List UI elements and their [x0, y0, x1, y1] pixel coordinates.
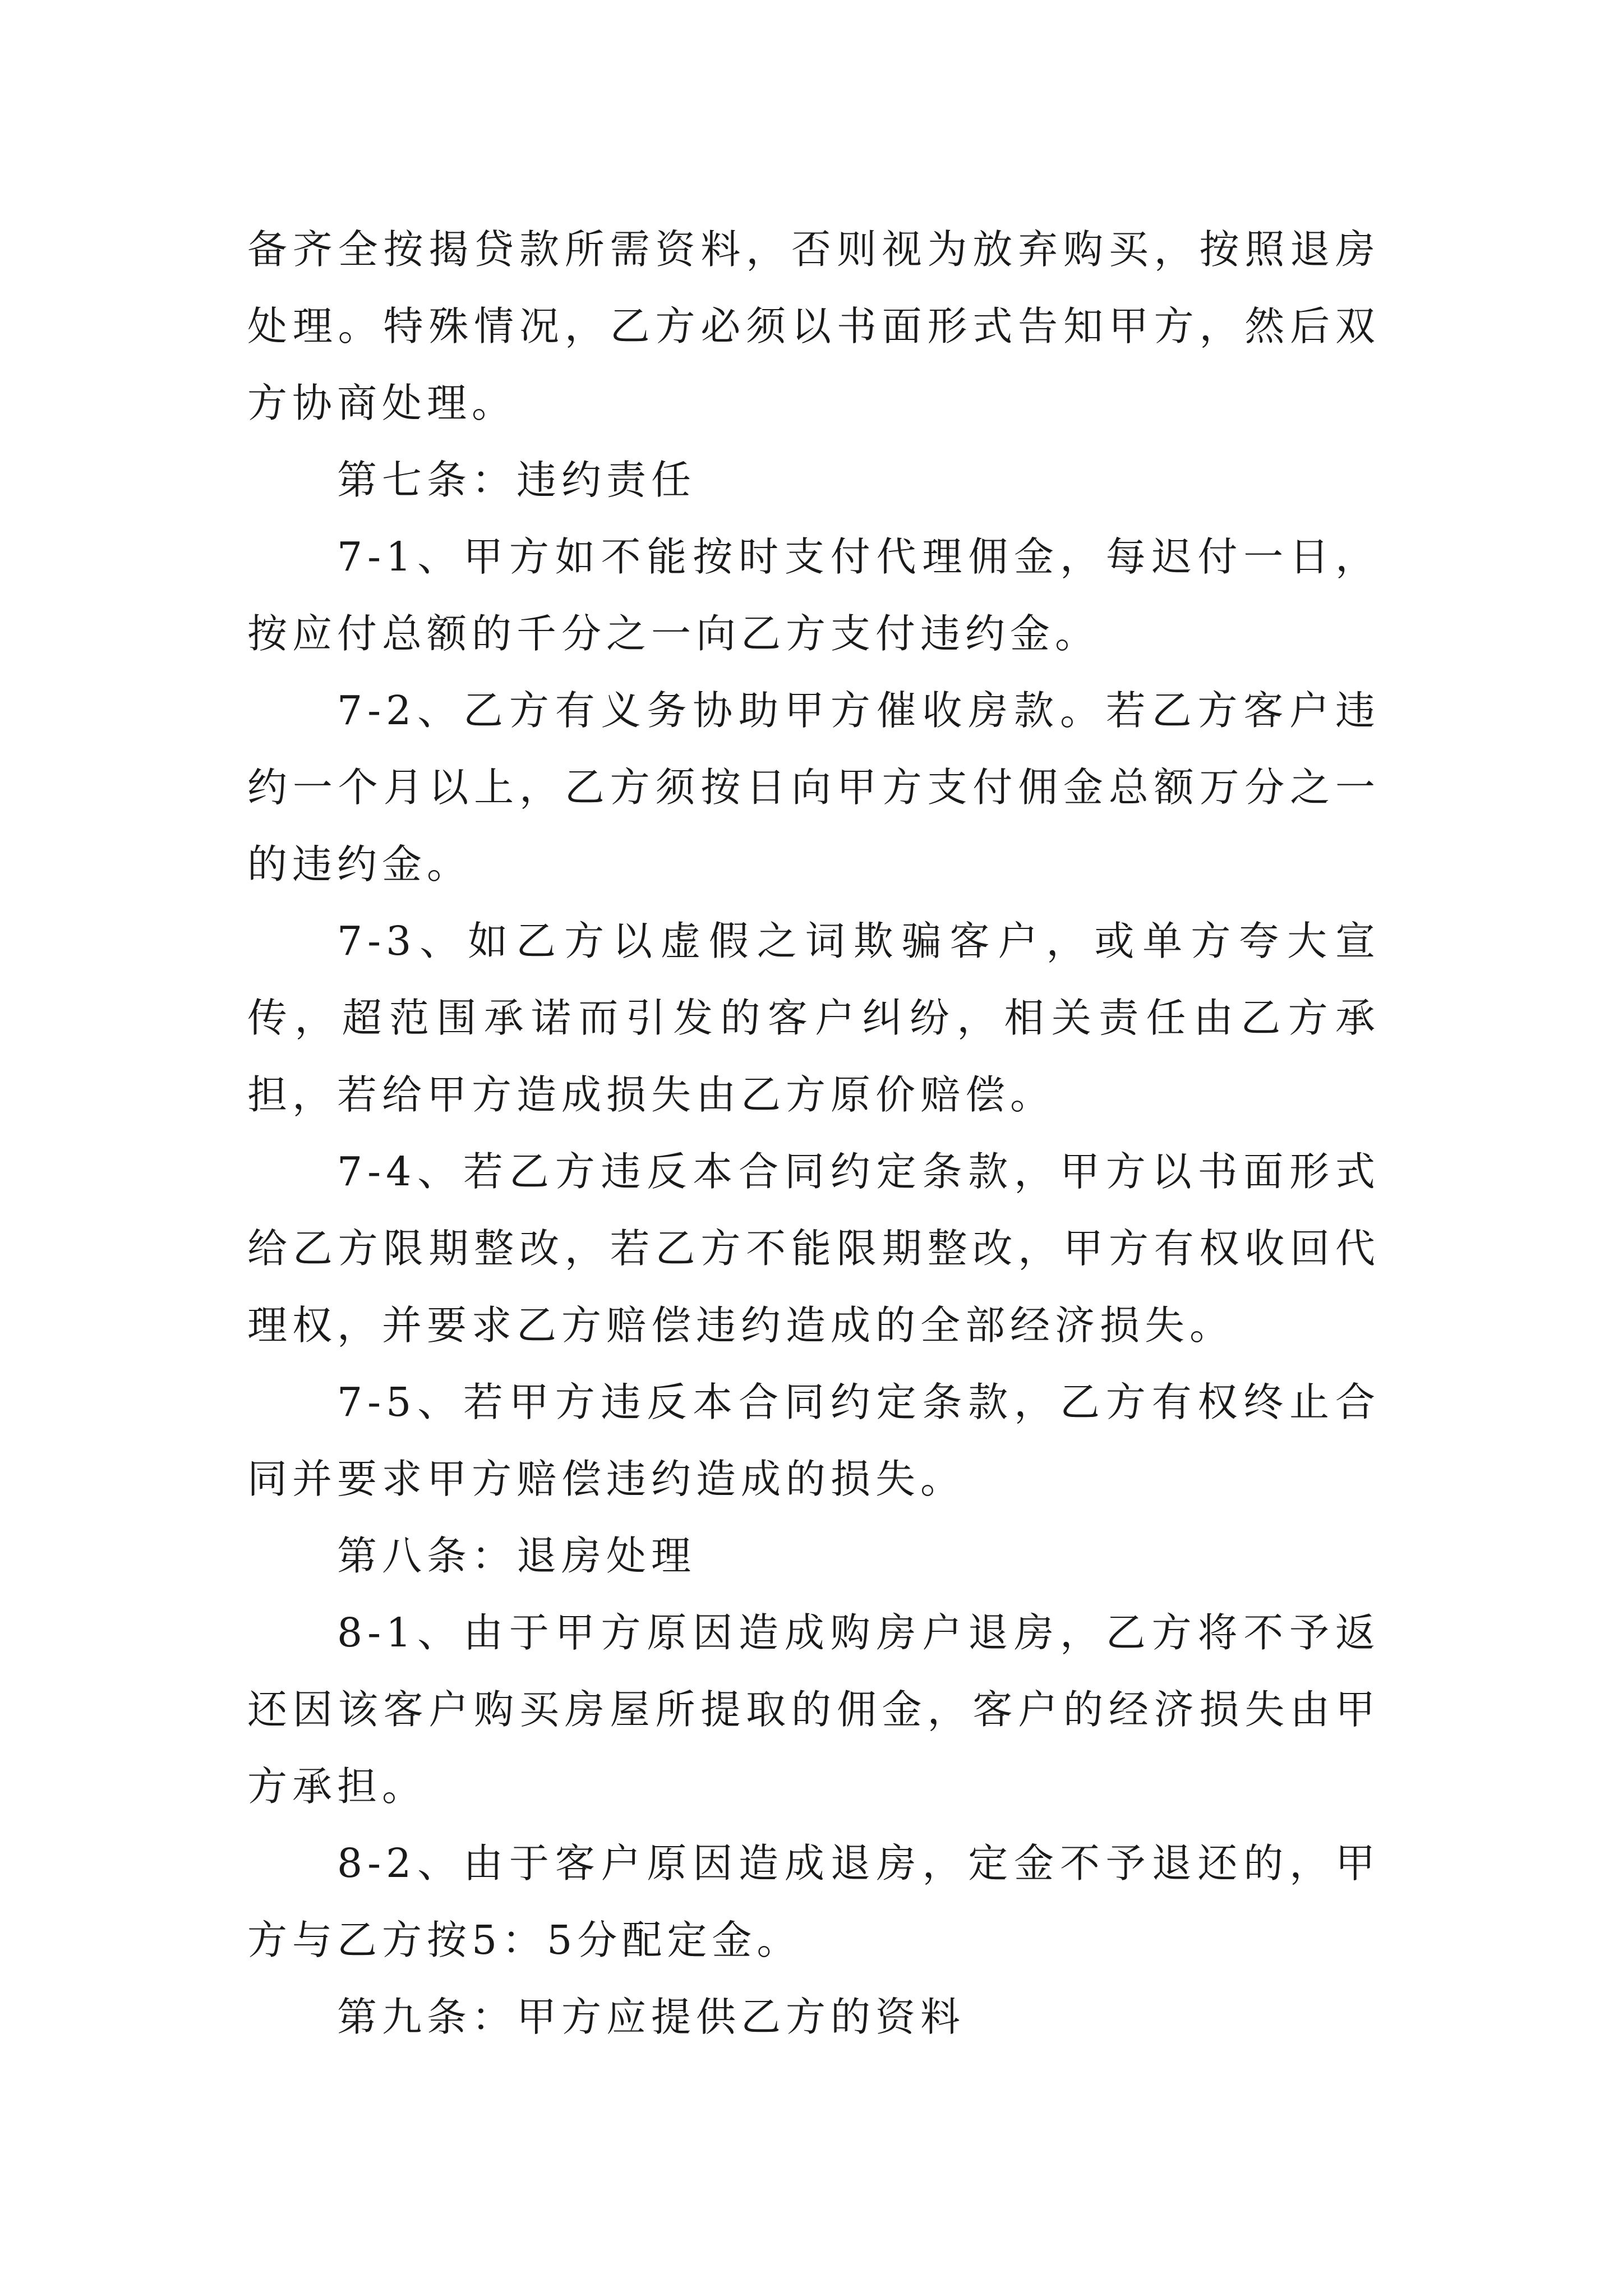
- paragraph-continuation: 备齐全按揭贷款所需资料，否则视为放弃购买，按照退房处理。特殊情况，乙方必须以书面形式告知甲方，然后双方协商处理。: [247, 226, 1380, 426]
- section-heading-article-9: 第九条：甲方应提供乙方的资料: [337, 1994, 966, 2040]
- section-heading-article-8: 第八条：退房处理: [337, 1533, 697, 1579]
- section-heading-article-7: 第七条：违约责任: [337, 457, 697, 503]
- clause-7-2: 7-2、乙方有义务协助甲方催收房款。若乙方客户违约一个月以上，乙方须按日向甲方支付佣金总额万分之一的违约金。: [247, 687, 1380, 887]
- clause-7-5: 7-5、若甲方违反本合同约定条款，乙方有权终止合同并要求甲方赔偿违约造成的损失。: [247, 1379, 1380, 1502]
- clause-7-3: 7-3、如乙方以虚假之词欺骗客户，或单方夸大宣传，超范围承诺而引发的客户纠纷，相关责任由乙方承担，若给甲方造成损失由乙方原价赔偿。: [247, 918, 1380, 1118]
- clause-8-1: 8-1、由于甲方原因造成购房户退房，乙方将不予返还因该客户购买房屋所提取的佣金，客户的经济损失由甲方承担。: [247, 1609, 1380, 1810]
- document-body: [247, 211, 1380, 2055]
- clause-7-4: 7-4、若乙方违反本合同约定条款，甲方以书面形式给乙方限期整改，若乙方不能限期整改，甲方有权收回代理权，并要求乙方赔偿违约造成的全部经济损失。: [247, 1148, 1380, 1349]
- clause-8-2: 8-2、由于客户原因造成退房，定金不予退还的，甲方与乙方按5：5分配定金。: [247, 1840, 1380, 1963]
- clause-7-1: 7-1、甲方如不能按时支付代理佣金，每迟付一日，按应付总额的千分之一向乙方支付违约金。: [247, 533, 1380, 657]
